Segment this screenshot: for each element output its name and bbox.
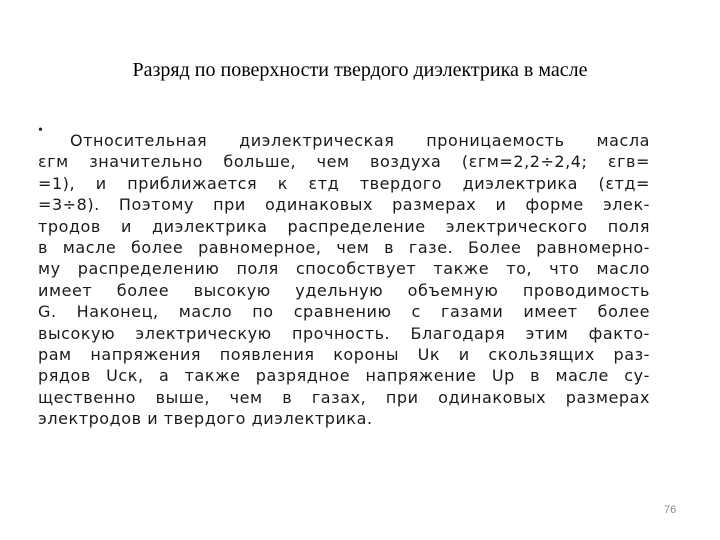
text-line: G. Наконец, масло по сравнению с газами имеет более [38, 302, 650, 322]
text-line: рядов Uск, а также разрядное напряжение Uр в масле су- [38, 366, 650, 386]
text-line: тродов и диэлектрика распределение электрического поля [38, 216, 650, 236]
text-line: =3÷8). Поэтому при одинаковых размерах и форме элек- [38, 195, 650, 215]
scanned-text-block [38, 124, 654, 444]
text-line: му распределению поля способствует также то, что масло [38, 259, 650, 279]
text-line: в масле более равномерное, чем в газе. Более равномерно- [38, 237, 650, 257]
text-line: Относительная диэлектрическая проницаемость масла [70, 131, 650, 150]
text-line: щественно выше, чем в газах, при одинаковых размерах [38, 387, 650, 407]
slide-title: Разряд по поверхности твердого диэлектрика в масле [132, 59, 588, 81]
text-line: рам напряжения появления короны Uк и скользящих раз- [38, 344, 650, 364]
text-line: имеет более высокую удельную объемную проводимость [38, 280, 650, 300]
page-number: 76 [664, 504, 677, 516]
text-line: высокую электрическую прочность. Благодаря этим факто- [38, 323, 650, 343]
text-line: εгм значительно больше, чем воздуха (εгм=2,2÷2,4; εгв= [38, 152, 650, 172]
text-line: электродов и твердого диэлектрика. [38, 409, 373, 429]
paragraph [38, 130, 650, 429]
text-line: =1), и приближается к εтд твердого диэлектрика (εтд= [38, 173, 650, 193]
bullet-marker: • [38, 123, 43, 138]
